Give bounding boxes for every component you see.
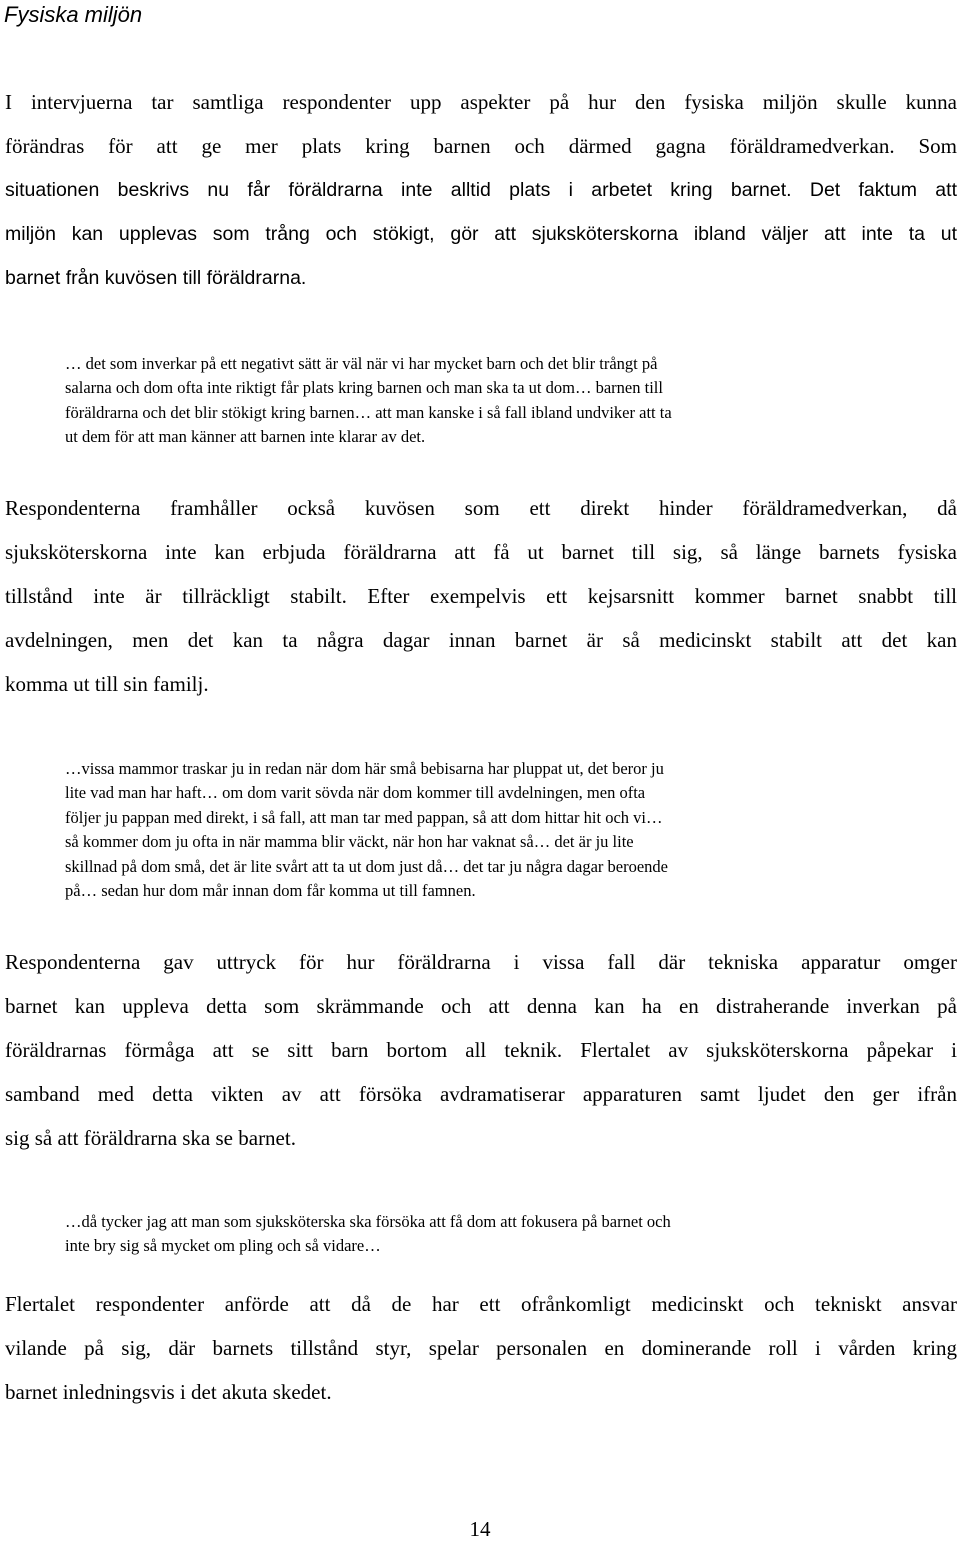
- quote-line: …då tycker jag att man som sjuksköterska ska försöka att få dom att fokusera på barnet och: [65, 1212, 671, 1231]
- quote-line: föräldrarna och det blir stökigt kring barnen… att man kanske i så fall ibland undviker att ta: [65, 402, 672, 422]
- quote-line: ut dem för att man känner att barnen inte klarar av det.: [65, 427, 426, 447]
- paragraph-line: miljön kan upplevas som trång och stökigt, gör att sjuksköterskorna ibland väljer att inte ta ut: [5, 223, 957, 245]
- quote-line: …vissa mammor traskar ju in redan när dom här små bebisarna har pluppat ut, det beror ju: [65, 759, 664, 778]
- quote-line: på… sedan hur dom mår innan dom får komma ut till famnen.: [65, 881, 476, 901]
- quote-line: följer ju pappan med direkt, i så fall, att man tar med pappan, så att dom hittar hit och vi…: [65, 807, 663, 827]
- paragraph-line: barnet inledningsvis i det akuta skedet.: [5, 1380, 332, 1404]
- paragraph-line: Flertalet respondenter anförde att då de har ett ofrånkomligt medicinskt och tekniskt ansvar: [5, 1292, 957, 1316]
- paragraph-line: I intervjuerna tar samtliga respondenter upp aspekter på hur den fysiska miljön skulle kunna: [5, 90, 957, 114]
- paragraph-line: samband med detta vikten av att försöka avdramatiserar apparaturen samt ljudet den ger ifrån: [5, 1082, 957, 1106]
- interview-quote-1: [65, 352, 855, 450]
- quote-line: salarna och dom ofta inte riktigt får plats kring barnen och man ska ta ut dom… barnen till: [65, 378, 663, 398]
- paragraph-4: [5, 1282, 957, 1414]
- quote-line: lite vad man har haft… om dom varit sövda när dom kommer till avdelningen, men ofta: [65, 783, 646, 803]
- quote-line: så kommer dom ju ofta in när mamma blir väckt, när hon har vaknat så… det är ju lite: [65, 832, 634, 852]
- paragraph-line: tillstånd inte är tillräckligt stabilt. Efter exempelvis ett kejsarsnitt kommer barnet snabbt till: [5, 584, 957, 608]
- section-heading: Fysiska miljön: [4, 2, 143, 27]
- paragraph-line: vilande på sig, där barnets tillstånd styr, spelar personalen en dominerande roll i vården kring: [5, 1336, 957, 1360]
- quote-line: skillnad på dom små, det är lite svårt att ta ut dom just då… det tar ju några dagar beroende: [65, 856, 668, 876]
- paragraph-line: situationen beskrivs nu får föräldrarna inte alltid plats i arbetet kring barnet. Det faktum att: [5, 179, 957, 201]
- paragraph-line: förändras för att ge mer plats kring barnen och därmed gagna föräldramedverkan. Som: [5, 134, 957, 158]
- paragraph-line: avdelningen, men det kan ta några dagar innan barnet är så medicinskt stabilt att det kan: [5, 628, 957, 652]
- paragraph-2: [5, 486, 957, 706]
- quote-line: … det som inverkar på ett negativt sätt är väl när vi har mycket barn och det blir trångt på: [65, 354, 658, 373]
- paragraph-line: barnet kan uppleva detta som skrämmande och att denna kan ha en distraherande inverkan på: [5, 994, 957, 1018]
- interview-quote-2: [65, 757, 855, 903]
- paragraph-3: [5, 940, 957, 1160]
- page-number: 14: [469, 1517, 491, 1541]
- paragraph-line: komma ut till sin familj.: [5, 672, 209, 696]
- paragraph-line: föräldrarnas förmåga att se sitt barn bortom all teknik. Flertalet av sjuksköterskorna påpekar i: [5, 1038, 957, 1062]
- interview-quote-3: [65, 1210, 855, 1259]
- paragraph-line: sig så att föräldrarna ska se barnet.: [5, 1126, 296, 1150]
- paragraph-1: [5, 80, 957, 300]
- paragraph-line: sjuksköterskorna inte kan erbjuda föräldrarna att få ut barnet till sig, så länge barnets fysiska: [5, 540, 957, 564]
- paragraph-line: Respondenterna framhåller också kuvösen som ett direkt hinder föräldramedverkan, då: [5, 496, 957, 520]
- quote-line: inte bry sig så mycket om pling och så vidare…: [65, 1236, 381, 1256]
- paragraph-line: Respondenterna gav uttryck för hur föräldrarna i vissa fall där tekniska apparatur omger: [5, 950, 957, 974]
- paragraph-line: barnet från kuvösen till föräldrarna.: [5, 267, 307, 289]
